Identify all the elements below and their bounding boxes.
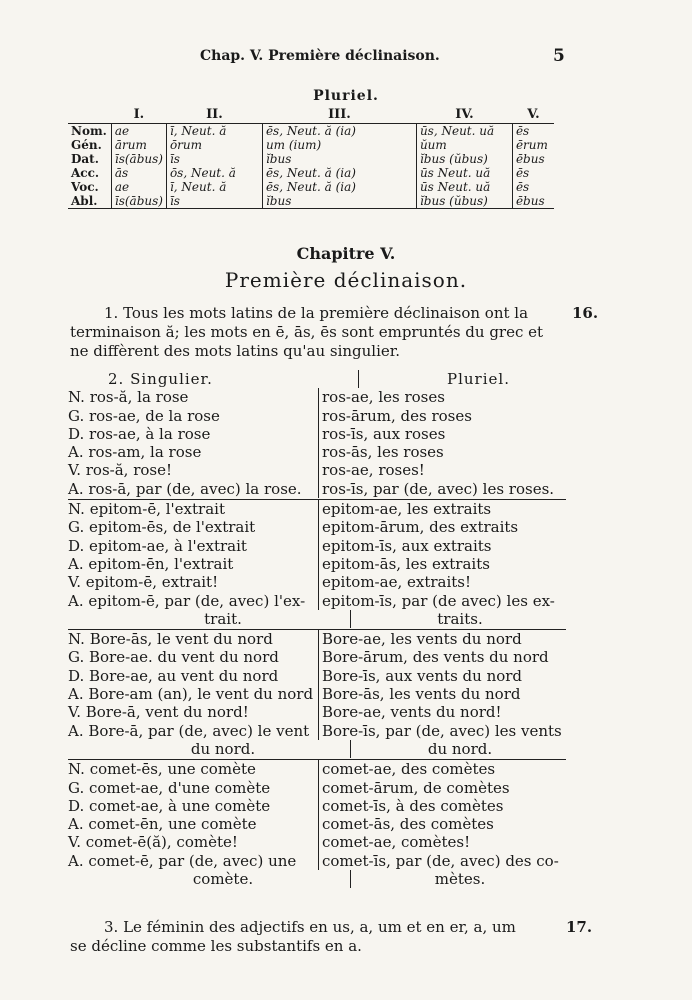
paragraph-3	[70, 918, 592, 956]
paradigm-row	[68, 797, 566, 815]
paradigm-row	[68, 648, 566, 666]
paradigm-row	[68, 685, 566, 703]
paradigm-row	[68, 703, 566, 721]
paragraph-1	[70, 304, 592, 361]
ending-cell: ī, Neut. ă	[166, 124, 262, 139]
plural-form: comet-ae, comètes!	[318, 833, 566, 851]
ending-cell: ĭbus (ŭbus)	[416, 152, 512, 166]
plural-form: comet-ārum, de comètes	[318, 779, 566, 797]
paradigm-row	[68, 537, 566, 555]
ending-cell: īs(ābus)	[111, 194, 166, 209]
ending-cell: īs(ābus)	[111, 152, 166, 166]
singular-form: V. Bore-ā, vent du nord!	[68, 703, 249, 722]
plural-form: ros-īs, par (de, avec) les roses.	[318, 480, 566, 498]
plural-form: epitom-īs, par (de avec) les ex-	[318, 592, 566, 610]
singular-form: G. Bore-ae. du vent du nord	[68, 648, 279, 667]
singular-heading: 2. Singulier.	[108, 370, 213, 388]
paragraph-line: terminaison ă; les mots en ē, ās, ēs sont empruntés du grec et	[70, 323, 544, 341]
singular-form: D. ros-ae, à la rose	[68, 424, 211, 443]
singular-form: A. epitom-ēn, l'extrait	[68, 554, 234, 573]
chapter-title: Première déclinaison.	[224, 268, 468, 292]
table-row	[68, 124, 554, 139]
ending-cell: īs	[166, 194, 262, 209]
paradigm-row	[68, 779, 566, 797]
ending-cell: īs	[166, 152, 262, 166]
paradigm-row	[68, 407, 566, 425]
ending-cell: ās	[111, 166, 166, 180]
paradigm-row	[68, 630, 566, 648]
singular-form: D. comet-ae, à une comète	[68, 796, 271, 815]
table-row	[68, 152, 554, 166]
singular-form-cont: trait.	[204, 609, 242, 628]
ending-cell: ēs, Neut. ă (ia)	[262, 180, 416, 194]
singular-form-cont: comète.	[192, 870, 254, 889]
singular-form: V. epitom-ē, extrait!	[68, 573, 219, 592]
singular-form: V. ros-ă, rose!	[68, 461, 172, 480]
paragraph-line: se décline comme les substantifs en a.	[70, 937, 362, 955]
paradigm-row	[68, 461, 566, 479]
singular-form: N. comet-ēs, une comète	[68, 760, 256, 779]
ending-cell: ūs, Neut. uă	[416, 124, 512, 139]
ending-cell: ēs	[512, 124, 554, 139]
plural-form: epitom-īs, aux extraits	[318, 537, 566, 555]
plural-form: Bore-ae, les vents du nord	[318, 630, 566, 648]
plural-form: ros-ae, roses!	[318, 461, 566, 479]
page-number: 5	[553, 46, 565, 66]
plural-form: Bore-ārum, des vents du nord	[318, 648, 566, 666]
paradigm-row-continued	[68, 870, 566, 888]
running-title: Chap. V. Première déclinaison.	[200, 48, 440, 64]
paradigm-row	[68, 667, 566, 685]
paradigm-row	[68, 388, 566, 406]
plural-table-heading: Pluriel.	[313, 88, 379, 104]
ending-cell: ēs, Neut. ă (ia)	[262, 166, 416, 180]
singular-form: A. comet-ē, par (de, avec) une	[68, 851, 297, 870]
singular-form: D. Bore-ae, au vent du nord	[68, 666, 279, 685]
plural-form: ros-ās, les roses	[318, 443, 566, 461]
case-label: Voc.	[71, 180, 99, 194]
ending-cell: ae	[111, 180, 166, 194]
plural-form: epitom-ae, extraits!	[318, 573, 566, 591]
plural-declension-table	[68, 108, 554, 209]
plural-form: comet-īs, à des comètes	[318, 797, 566, 815]
column-header: III.	[262, 108, 416, 124]
ending-cell: ēbus	[512, 152, 554, 166]
ending-cell: ūs Neut. uă	[416, 180, 512, 194]
singular-form: G. epitom-ēs, de l'extrait	[68, 518, 256, 537]
paradigm-groups	[68, 388, 566, 888]
margin-number: 17.	[566, 918, 593, 936]
singular-form: V. comet-ē(ă), comète!	[68, 833, 238, 852]
declension-paradigm	[68, 370, 566, 888]
paradigm-row	[68, 500, 566, 518]
paradigm-row	[68, 833, 566, 851]
paradigm-row-continued	[68, 610, 566, 628]
paradigm-row	[68, 443, 566, 461]
plural-form: ros-īs, aux roses	[318, 425, 566, 443]
paradigm-row	[68, 480, 566, 498]
ending-cell: ī, Neut. ă	[166, 180, 262, 194]
paradigm-row	[68, 425, 566, 443]
ending-cell: ēs, Neut. ă (ia)	[262, 124, 416, 139]
paradigm-row	[68, 760, 566, 778]
case-label: Gén.	[71, 138, 102, 152]
table-row	[68, 194, 554, 209]
singular-form: A. epitom-ē, par (de, avec) l'ex-	[68, 591, 306, 610]
paradigm-row	[68, 518, 566, 536]
margin-number: 16.	[572, 304, 599, 322]
ending-cell: ōrum	[166, 138, 262, 152]
ending-cell: ōs, Neut. ă	[166, 166, 262, 180]
paradigm-row	[68, 852, 566, 870]
plural-form: Bore-ae, vents du nord!	[318, 703, 566, 721]
table-row	[68, 180, 554, 194]
singular-form: D. epitom-ae, à l'extrait	[68, 536, 247, 555]
case-label: Dat.	[71, 152, 99, 166]
plural-form: ros-ārum, des roses	[318, 407, 566, 425]
case-label: Nom.	[71, 124, 107, 138]
singular-form: A. ros-ā, par (de, avec) la rose.	[68, 479, 302, 498]
table-row	[68, 166, 554, 180]
paragraph-line: ne diffèrent des mots latins qu'au singulier.	[70, 342, 401, 360]
paradigm-row-continued	[68, 740, 566, 758]
paradigm-row	[68, 592, 566, 610]
table-body	[68, 124, 554, 209]
singular-form: A. ros-am, la rose	[68, 443, 202, 462]
plural-heading: Pluriel.	[358, 370, 566, 388]
ending-cell: ŭum	[416, 138, 512, 152]
plural-form: Bore-īs, par (de, avec) les vents	[318, 722, 566, 740]
plural-form: epitom-ārum, des extraits	[318, 518, 566, 536]
paradigm-header	[68, 370, 566, 388]
paragraph-line: 1. Tous les mots latins de la première déclinaison ont la	[104, 304, 529, 322]
singular-form: A. comet-ēn, une comète	[68, 815, 257, 834]
plural-form: epitom-ae, les extraits	[318, 500, 566, 518]
plural-form-cont: traits.	[350, 610, 566, 628]
case-label: Abl.	[68, 194, 111, 209]
corner-cell	[68, 108, 111, 124]
singular-form: G. ros-ae, de la rose	[68, 406, 220, 425]
column-header: I.	[111, 108, 166, 124]
column-header: II.	[166, 108, 262, 124]
column-header: IV.	[416, 108, 512, 124]
plural-form: comet-īs, par (de, avec) des co-	[318, 852, 566, 870]
ending-cell: ĭbus	[262, 152, 416, 166]
case-label: Acc.	[71, 166, 100, 180]
plural-form: comet-ās, des comètes	[318, 815, 566, 833]
paradigm-row	[68, 555, 566, 573]
paragraph-line: 3. Le féminin des adjectifs en us, a, um et en er, a, um	[104, 918, 516, 936]
plural-form: ros-ae, les roses	[318, 388, 566, 406]
singular-form: A. Bore-am (an), le vent du nord	[68, 685, 314, 704]
singular-form: N. epitom-ē, l'extrait	[68, 500, 225, 519]
ending-cell: ēs	[512, 180, 554, 194]
paradigm-group	[68, 629, 566, 758]
paradigm-group	[68, 759, 566, 888]
column-header: V.	[512, 108, 554, 124]
paradigm-group	[68, 388, 566, 498]
singular-form-cont: du nord.	[190, 739, 256, 758]
paradigm-row	[68, 815, 566, 833]
singular-form: N. Bore-ās, le vent du nord	[68, 630, 273, 649]
ending-cell: ārum	[111, 138, 166, 152]
paradigm-group	[68, 499, 566, 628]
paradigm-row	[68, 573, 566, 591]
plural-form: comet-ae, des comètes	[318, 760, 566, 778]
page-header	[0, 48, 692, 72]
ending-cell: ĭbus	[262, 194, 416, 209]
singular-form: G. comet-ae, d'une comète	[68, 778, 271, 797]
plural-form: Bore-ās, les vents du nord	[318, 685, 566, 703]
plural-form: epitom-ās, les extraits	[318, 555, 566, 573]
ending-cell: ēbus	[512, 194, 554, 209]
plural-form: Bore-īs, aux vents du nord	[318, 667, 566, 685]
table-row	[68, 138, 554, 152]
ending-cell: ĭbus (ŭbus)	[416, 194, 512, 209]
paradigm-row	[68, 722, 566, 740]
ending-cell: ae	[111, 124, 166, 139]
table-header-row	[68, 108, 554, 124]
ending-cell: ēs	[512, 166, 554, 180]
plural-form-cont: du nord.	[350, 740, 566, 758]
chapter-label: Chapitre V.	[296, 244, 396, 263]
singular-form: N. ros-ă, la rose	[68, 388, 189, 407]
plural-form-cont: mètes.	[350, 870, 566, 888]
ending-cell: ūs Neut. uă	[416, 166, 512, 180]
singular-form: A. Bore-ā, par (de, avec) le vent	[68, 721, 310, 740]
ending-cell: um (ium)	[262, 138, 416, 152]
ending-cell: ērum	[512, 138, 554, 152]
